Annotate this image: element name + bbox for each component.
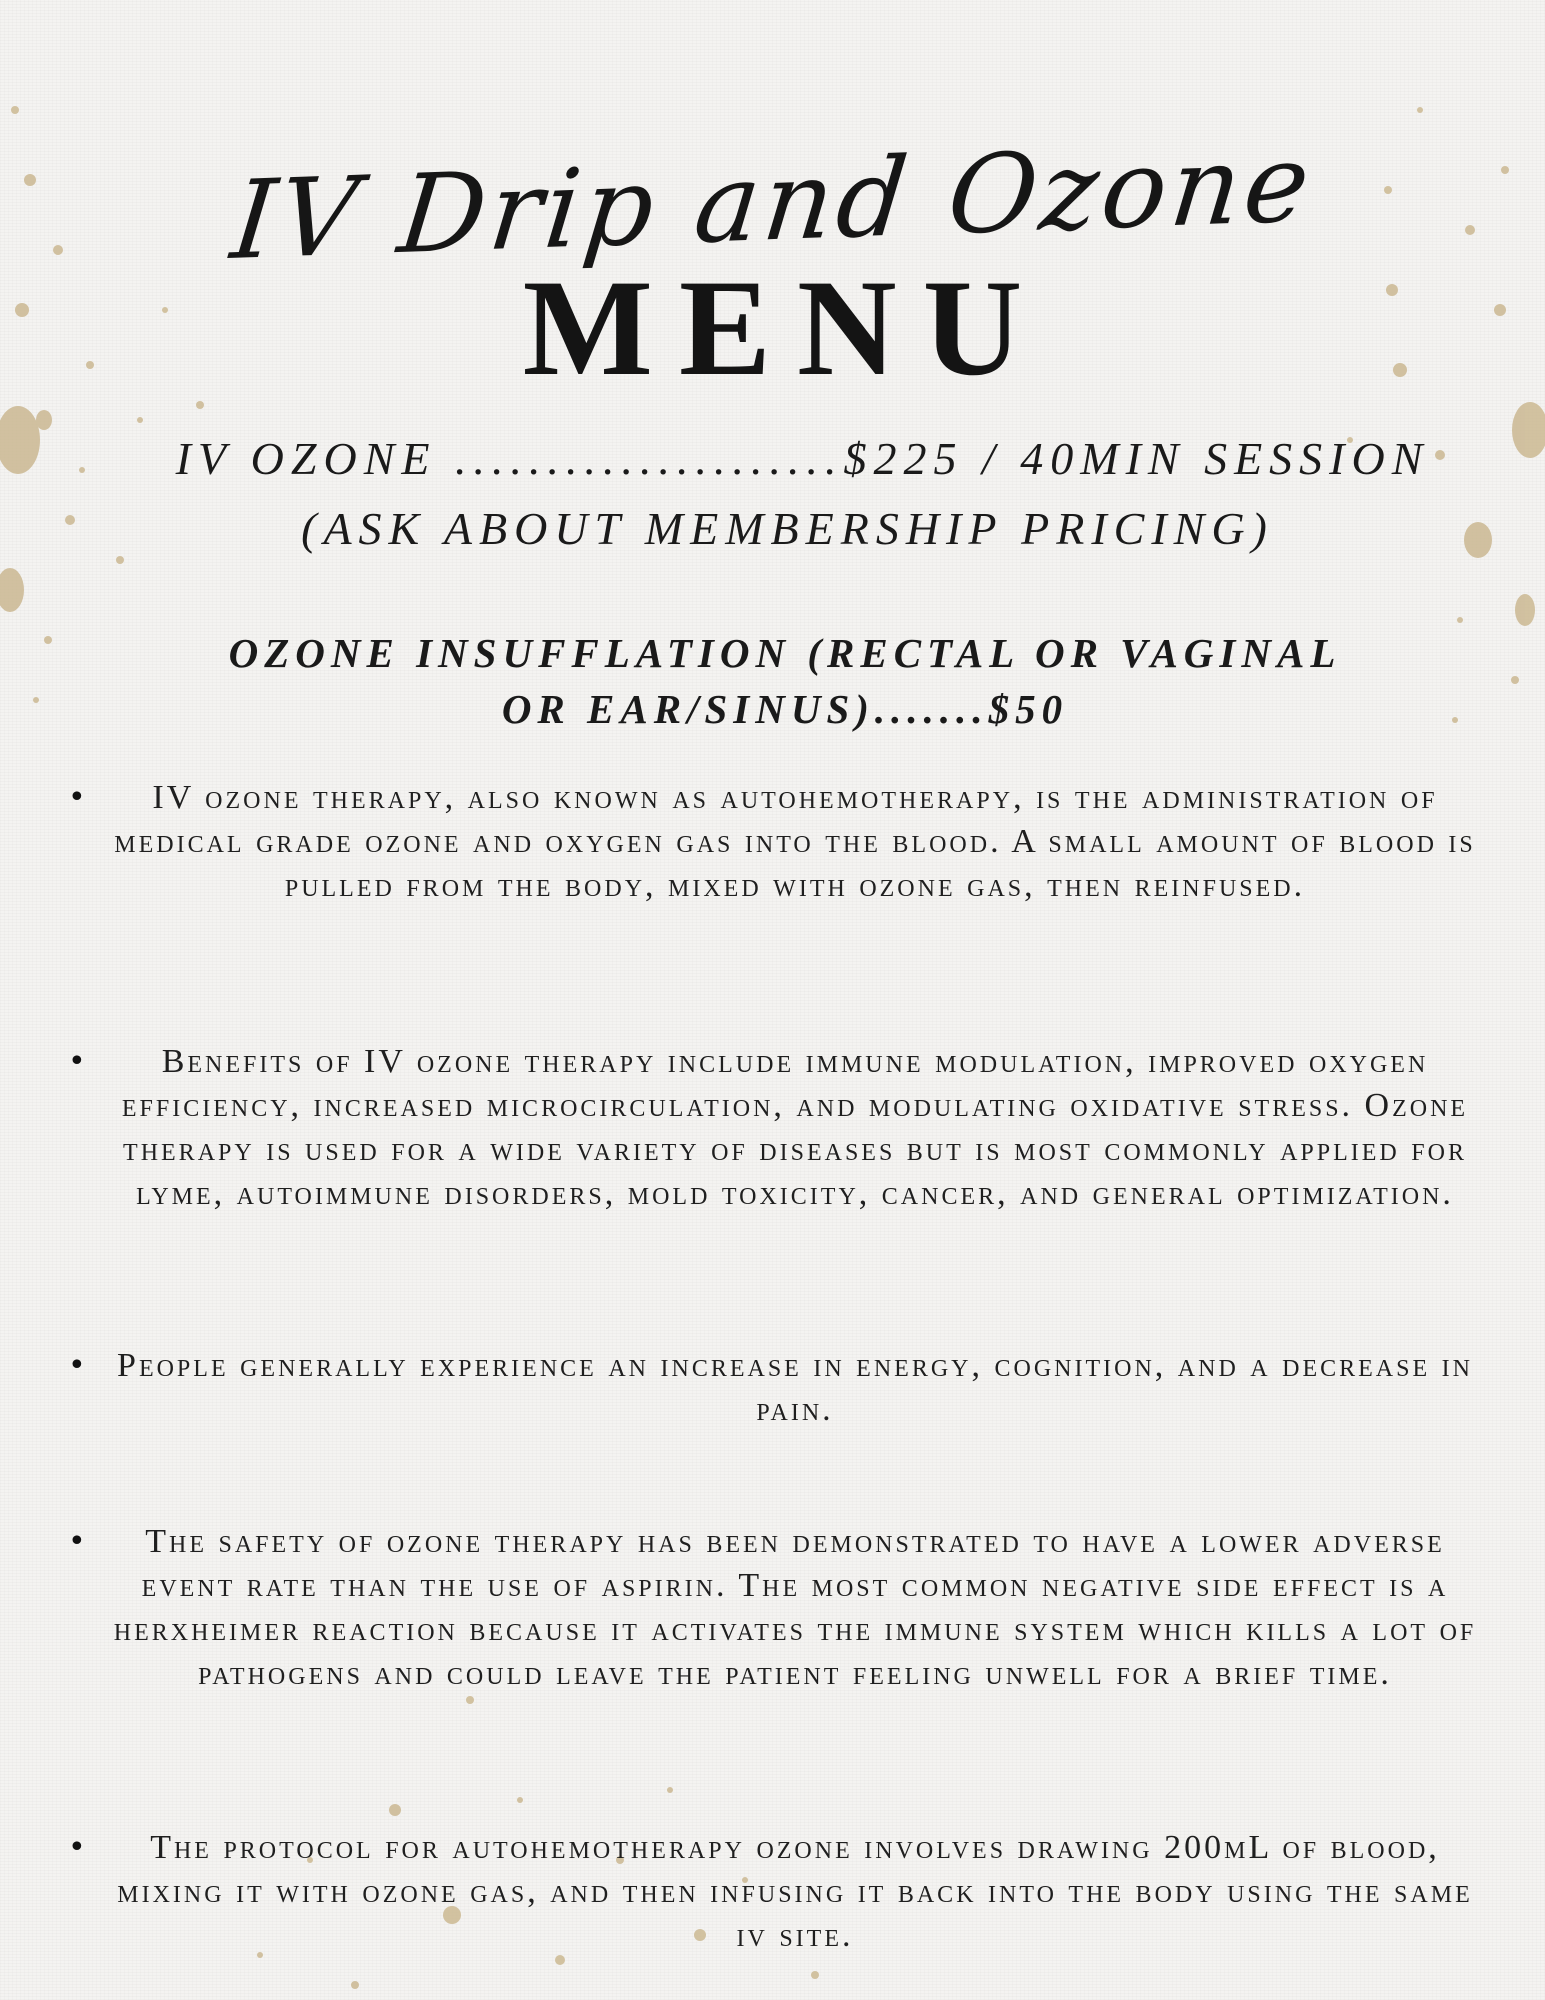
bullet-text: IV ozone therapy, also known as autohemotherapy, is the administration of medical grade ozone and oxygen gas into the blood. A small amount of blood is pulled from the body, mixed with ozone gas, then reinfused. [114,779,1476,904]
bullet-dot-icon: • [68,1830,86,1865]
list-item [60,1344,1490,1432]
bullet-dot-icon: • [68,1524,86,1559]
membership-pricing-note: (ASK ABOUT MEMBERSHIP PRICING) [301,503,1274,554]
list-item [60,776,1490,908]
bullet-text: The safety of ozone therapy has been demonstrated to have a lower adverse event rate than the use of aspirin. The most common negative side effect is a herxheimer reaction because it activates the immune system which kills a lot of pathogens and could leave the patient feeling unwell for a brief time. [113,1523,1477,1692]
list-item [60,1520,1490,1696]
iv-ozone-price-line: IV OZONE .....................$225 / 40MIN SESSION [175,433,1430,484]
bullet-text: Benefits of IV ozone therapy include immune modulation, improved oxygen efficiency, increased microcirculation, and modulating oxidative stress. Ozone therapy is used for a wide variety of diseases but is most commonly applied for lyme, autoimmune disorders, mold toxicity, cancer, and general optimization. [121,1043,1469,1212]
bullet-text: People generally experience an increase in energy, cognition, and a decrease in pain. [117,1347,1473,1428]
menu-title: MENU [522,251,1049,404]
bullet-dot-icon: • [68,780,86,815]
list-item [60,1040,1490,1216]
list-item [60,1826,1490,1958]
script-title: IV Drip and Ozone [225,120,1320,285]
ozone-insufflation-price: OZONE INSUFFLATION (RECTAL OR VAGINAL OR EAR/SINUS).......$50 [228,630,1342,732]
bullet-dot-icon: • [68,1348,86,1383]
bullet-dot-icon: • [68,1044,86,1079]
bullet-text: The protocol for autohemotherapy ozone involves drawing 200mL of blood, mixing it with ozone gas, and then infusing it back into the body using the same iv site. [117,1829,1473,1954]
